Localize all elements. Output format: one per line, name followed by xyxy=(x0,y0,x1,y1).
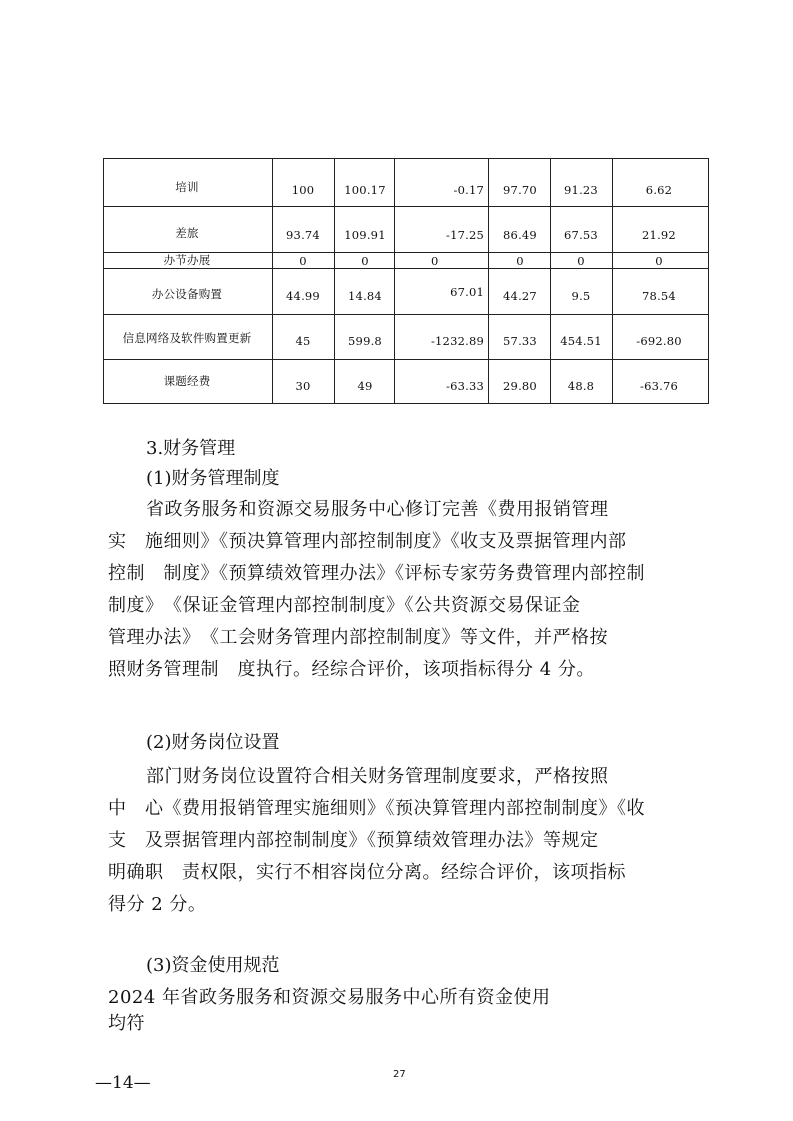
table-cell: 30 xyxy=(295,379,311,393)
section-heading: 3.财务管理 xyxy=(146,438,236,459)
table-cell: 0 xyxy=(361,254,369,268)
paragraph-line: 省政务服务和资源交易服务中心修订完善《费用报销管理 xyxy=(146,499,609,520)
row-label: 培训 xyxy=(175,180,199,194)
row-label: 课题经费 xyxy=(163,374,211,388)
table-cell: 97.70 xyxy=(503,183,537,197)
table-cell: 6.62 xyxy=(645,183,673,197)
table-cell: 100 xyxy=(291,183,315,197)
paragraph-line: 实 施细则》《预决算管理内部控制制度》《收支及票据管理内部 xyxy=(108,531,627,552)
page-label: —14— xyxy=(95,1073,151,1093)
table-cell: 67.01 xyxy=(450,285,484,299)
subsection-heading: (1)财务管理制度 xyxy=(146,468,280,489)
table-cell: 0 xyxy=(431,254,439,268)
paragraph-line: 控制 制度》《预算绩效管理办法》《评标专家劳务费管理内部控制 xyxy=(108,563,645,584)
table-cell: 45 xyxy=(295,334,311,348)
table-cell: 49 xyxy=(357,379,373,393)
table-cell: -63.33 xyxy=(445,379,484,393)
table-cell: 78.54 xyxy=(642,289,676,303)
paragraph-line: 支 及票据管理内部控制制度》《预算绩效管理办法》等规定 xyxy=(108,830,599,851)
table-cell: 67.53 xyxy=(564,228,598,242)
paragraph-line: 2024 年省政务服务和资源交易服务中心所有资金使用 xyxy=(108,987,551,1008)
table-cell: 599.8 xyxy=(348,334,382,348)
table-cell: -0.17 xyxy=(453,183,484,197)
paragraph-line: 制度》 《保证金管理内部控制制度》《公共资源交易保证金 xyxy=(108,595,581,616)
paragraph-line: 得分 2 分。 xyxy=(108,894,207,915)
paragraph-line: 明确职 责权限，实行不相容岗位分离。经综合评价，该项指标 xyxy=(108,862,626,883)
table-cell: 100.17 xyxy=(344,183,386,197)
table-cell: 109.91 xyxy=(344,228,386,242)
paragraph-line: 照财务管理制 度执行。经综合评价，该项指标得分 4 分。 xyxy=(108,659,595,680)
table-cell: 0 xyxy=(655,254,663,268)
table-cell: 454.51 xyxy=(560,334,602,348)
paragraph-line: 部门财务岗位设置符合相关财务管理制度要求，严格按照 xyxy=(146,766,609,787)
row-label: 信息网络及软件购置更新 xyxy=(122,331,252,345)
table-cell: 57.33 xyxy=(503,334,537,348)
subsection-heading: (2)财务岗位设置 xyxy=(146,732,280,753)
paragraph-line: 均符 xyxy=(108,1013,145,1034)
table-cell: 9.5 xyxy=(571,289,591,303)
table-cell: -1232.89 xyxy=(430,334,484,348)
table-cell: -692.80 xyxy=(636,334,682,348)
row-label: 差旅 xyxy=(175,226,199,240)
table-cell: 93.74 xyxy=(286,228,320,242)
table-cell: 86.49 xyxy=(503,228,537,242)
row-label: 办公设备购置 xyxy=(151,287,223,301)
table-cell: 44.99 xyxy=(286,289,320,303)
table-cell: -63.76 xyxy=(639,379,679,393)
expense-table xyxy=(103,158,709,404)
table-cell: 0 xyxy=(299,254,307,268)
table-cell: 48.8 xyxy=(567,379,595,393)
table-cell: 29.80 xyxy=(503,379,537,393)
table-grid xyxy=(103,158,709,404)
row-label: 办节办展 xyxy=(163,253,211,267)
table-cell: 91.23 xyxy=(564,183,598,197)
subsection-heading: (3)资金使用规范 xyxy=(146,955,280,976)
table-cell: 14.84 xyxy=(348,289,382,303)
table-cell: -17.25 xyxy=(445,228,484,242)
paragraph-line: 管理办法》 《工会财务管理内部控制制度》等文件，并严格按 xyxy=(108,627,608,648)
page-number: 27 xyxy=(393,1069,406,1080)
table-cell: 0 xyxy=(577,254,585,268)
paragraph-line: 中 心《费用报销管理实施细则》《预决算管理内部控制制度》《收 xyxy=(108,798,645,819)
table-cell: 44.27 xyxy=(503,289,537,303)
table-cell: 21.92 xyxy=(642,228,676,242)
table-cell: 0 xyxy=(516,254,524,268)
